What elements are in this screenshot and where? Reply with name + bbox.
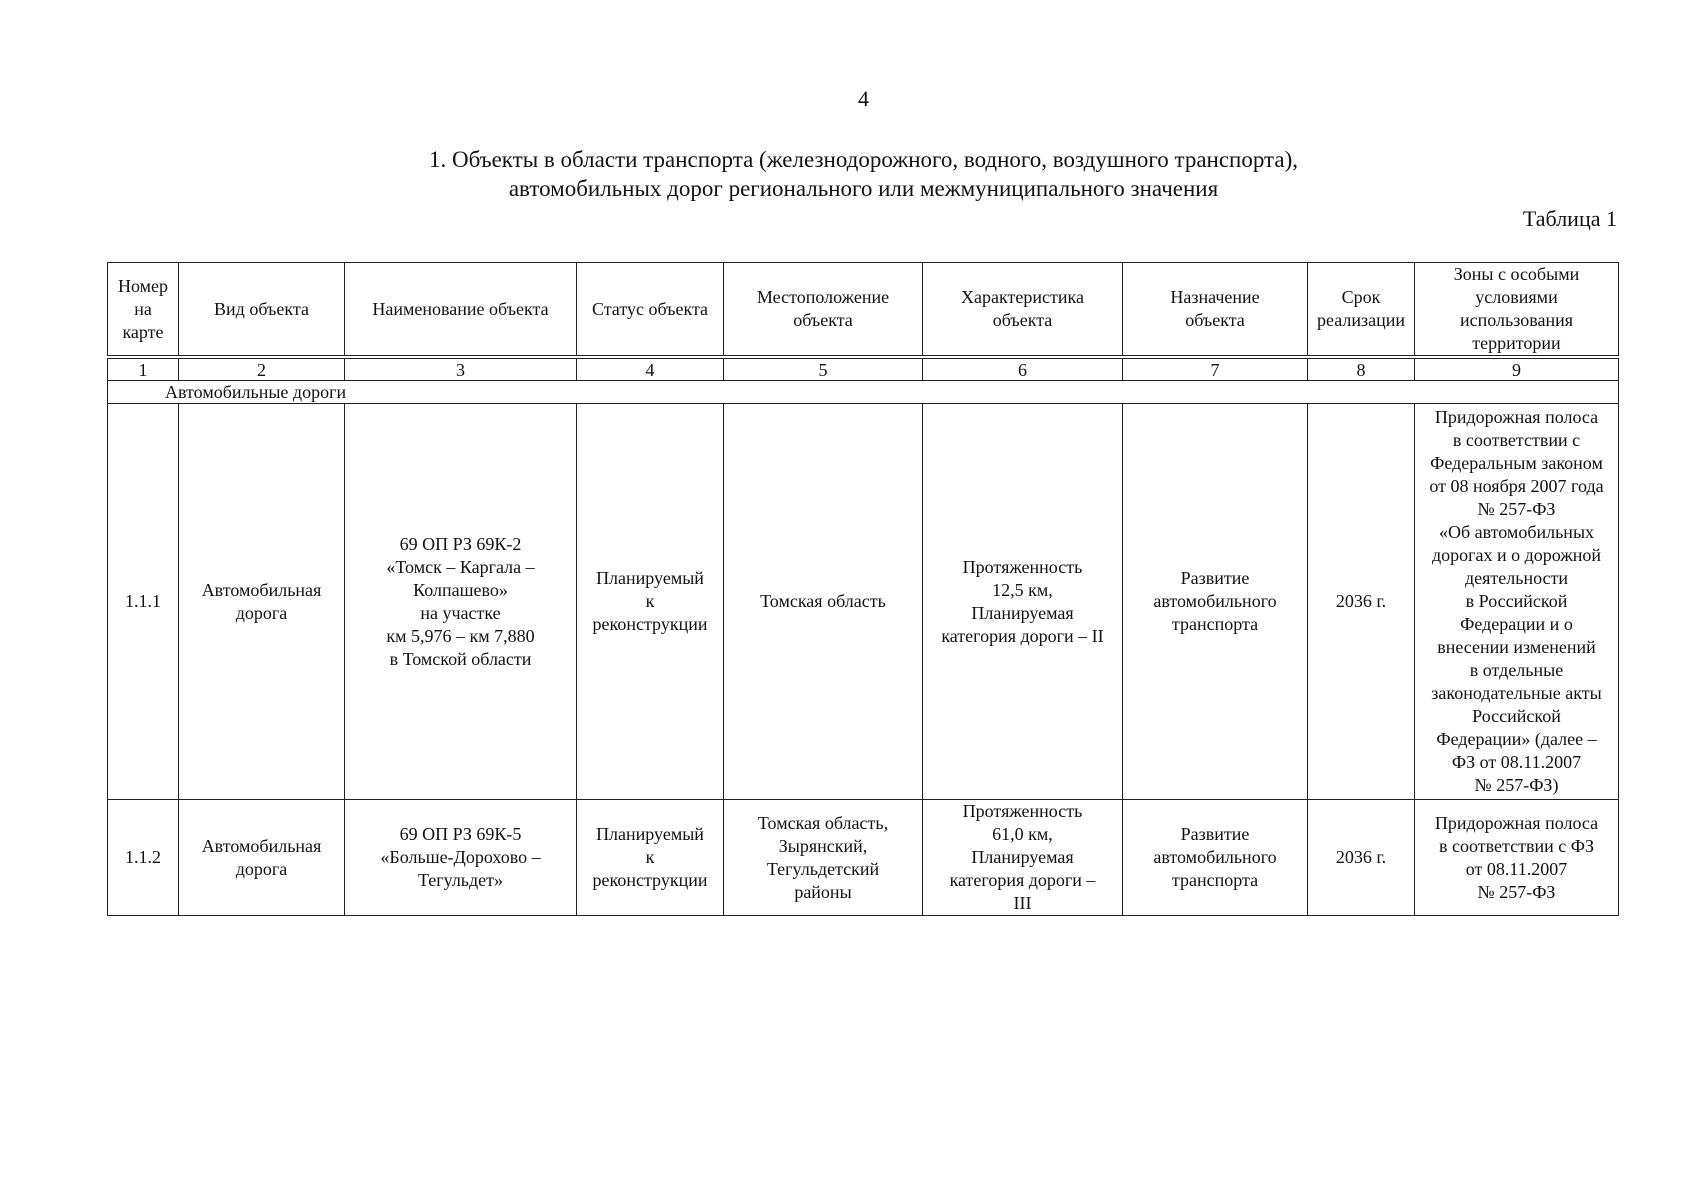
cell-line: транспорта [1171, 614, 1259, 634]
cell-line: Придорожная полоса [1434, 812, 1599, 833]
cell-line: № 257-ФЗ [1477, 499, 1556, 519]
table-cell [179, 800, 345, 916]
cell-line: карте [122, 321, 164, 342]
header-cell [577, 263, 724, 358]
header-cell [179, 263, 345, 358]
cell-line: Автомобильная [201, 835, 322, 856]
cell-line: Протяженность [962, 556, 1083, 577]
cell-line: объекта [1185, 310, 1245, 330]
header-cell [724, 263, 923, 358]
cell-line: Развитие [1180, 568, 1250, 588]
cell-line: автомобильного [1153, 847, 1277, 867]
cell-line: деятельности [1464, 568, 1569, 588]
table-cell [1123, 800, 1308, 916]
cell-line: на участке [420, 602, 501, 623]
cell-line: реконструкции [592, 870, 708, 890]
cell-line: 2036 г. [1335, 847, 1387, 867]
cell-line: Тегульдет» [417, 870, 504, 890]
table-cell [108, 404, 179, 800]
cell-line: автомобильного [1153, 591, 1277, 611]
column-number-cell: 7 [1123, 357, 1308, 381]
table-row [108, 404, 1619, 800]
cell-line: Томская область [760, 591, 886, 611]
cell-line: Протяженность [962, 801, 1083, 821]
header-cell [923, 263, 1123, 358]
cell-line: Тегульдетский [766, 858, 880, 879]
cell-line: объекта [992, 310, 1053, 330]
cell-line: Наименование объекта [372, 298, 549, 319]
cell-line: Срок [1341, 287, 1381, 307]
column-number-row [108, 357, 1619, 381]
cell-line: III [1013, 893, 1032, 913]
page-number: 4 [858, 86, 869, 111]
table-cell [1308, 404, 1415, 800]
table-cell [345, 404, 577, 800]
cell-line: Статус объекта [591, 298, 709, 319]
cell-line: 2036 г. [1335, 591, 1387, 611]
cell-line: транспорта [1171, 870, 1259, 890]
cell-line: в отдельные [1469, 660, 1564, 680]
table-cell [108, 800, 179, 916]
cell-line: Автомобильная [201, 579, 322, 600]
cell-line: от 08 ноября 2007 года [1429, 476, 1604, 496]
header-row [108, 263, 1619, 358]
table-cell [923, 404, 1123, 800]
cell-line: Федеральным законом [1430, 453, 1603, 473]
section-row [108, 381, 1619, 404]
cell-line: км 5,976 – км 7,880 [386, 625, 535, 646]
cell-line: 1.1.2 [125, 847, 161, 867]
objects-table [107, 262, 1619, 916]
cell-line: № 257-ФЗ) [1474, 775, 1559, 795]
cell-line: Планируемый [596, 568, 704, 588]
cell-line: к [645, 847, 655, 867]
cell-line: на [134, 298, 152, 319]
cell-line: территории [1472, 333, 1561, 353]
table-cell [724, 800, 923, 916]
cell-line: дорога [235, 602, 288, 623]
cell-line: в соответствии с [1452, 430, 1581, 450]
cell-line: Российской [1472, 706, 1561, 726]
table-cell [345, 800, 577, 916]
header-cell [1123, 263, 1308, 358]
table-cell [577, 800, 724, 916]
cell-line: дорога [235, 858, 288, 879]
cell-line: 61,0 км, [992, 824, 1053, 844]
cell-line: Придорожная полоса [1434, 407, 1599, 427]
cell-line: реализации [1317, 310, 1405, 330]
cell-line: дорогах и о дорожной [1431, 545, 1602, 565]
cell-line: от 08.11.2007 [1465, 858, 1568, 879]
column-number-cell: 1 [108, 357, 179, 381]
column-number-cell: 2 [179, 357, 345, 381]
table-cell [1415, 800, 1619, 916]
table-cell [1308, 800, 1415, 916]
cell-line: в Российской [1465, 591, 1568, 611]
cell-line: внесении изменений [1437, 637, 1596, 657]
title-line: 1. Объекты в области транспорта (железнодорожного, водного, воздушного транспорта), [428, 147, 1299, 172]
title-line: автомобильных дорог регионального или межмуниципального значения [508, 176, 1219, 201]
cell-line: Вид объекта [214, 298, 309, 319]
header-cell [108, 263, 179, 358]
cell-line: «Больше-Дорохово – [380, 847, 541, 867]
cell-line: Федерации» (далее – [1436, 729, 1597, 749]
cell-line: районы [794, 881, 852, 902]
cell-line: использования [1459, 310, 1573, 330]
cell-line: категория дороги – II [941, 625, 1104, 646]
cell-line: условиями [1475, 287, 1558, 307]
cell-line: Планируемая [971, 847, 1074, 867]
cell-line: 1.1.1 [125, 591, 161, 611]
column-number-cell: 9 [1415, 357, 1619, 381]
cell-line: Местоположение [756, 287, 890, 307]
table-cell [1415, 404, 1619, 800]
cell-line: в Томской области [389, 648, 532, 669]
cell-line: «Об автомобильных [1438, 522, 1595, 542]
cell-line: Планируемая [971, 602, 1074, 623]
column-number-cell: 8 [1308, 357, 1415, 381]
cell-line: «Томск – Каргала – [386, 556, 535, 577]
table-cell [1123, 404, 1308, 800]
cell-line: Зырянский, [778, 835, 868, 856]
section-label: Автомобильные дороги [108, 381, 1619, 404]
cell-line: Планируемый [596, 824, 704, 844]
cell-line: № 257-ФЗ [1477, 881, 1556, 902]
header-cell [345, 263, 577, 358]
cell-line: 69 ОП РЗ 69К-5 [399, 824, 522, 844]
cell-line: категория дороги – [949, 870, 1096, 890]
cell-line: Номер [117, 275, 169, 296]
cell-line: Зоны с особыми [1453, 264, 1580, 284]
cell-line: 12,5 км, [992, 579, 1053, 600]
cell-line: реконструкции [592, 614, 708, 634]
header-cell [1415, 263, 1619, 358]
column-number-cell: 3 [345, 357, 577, 381]
column-number-cell: 5 [724, 357, 923, 381]
table-cell [577, 404, 724, 800]
column-number-cell: 6 [923, 357, 1123, 381]
cell-line: законодательные акты [1431, 683, 1602, 703]
document-title [0, 145, 1697, 203]
cell-line: в соответствии с ФЗ [1439, 835, 1594, 856]
cell-line: ФЗ от 08.11.2007 [1451, 752, 1582, 772]
cell-line: объекта [793, 310, 853, 330]
table-cell [724, 404, 923, 800]
table-row [108, 800, 1619, 916]
table-cell [179, 404, 345, 800]
cell-line: Колпашево» [413, 579, 508, 600]
header-cell [1308, 263, 1415, 358]
cell-line: Развитие [1180, 824, 1250, 844]
cell-line: Томская область, [757, 812, 889, 833]
cell-line: к [645, 591, 655, 611]
table-cell [923, 800, 1123, 916]
table-caption: Таблица 1 [1522, 206, 1617, 231]
cell-line: Федерации и о [1460, 614, 1573, 634]
cell-line: Характеристика [961, 287, 1084, 307]
cell-line: 69 ОП РЗ 69К-2 [399, 533, 522, 554]
cell-line: Назначение [1170, 287, 1260, 307]
column-number-cell: 4 [577, 357, 724, 381]
